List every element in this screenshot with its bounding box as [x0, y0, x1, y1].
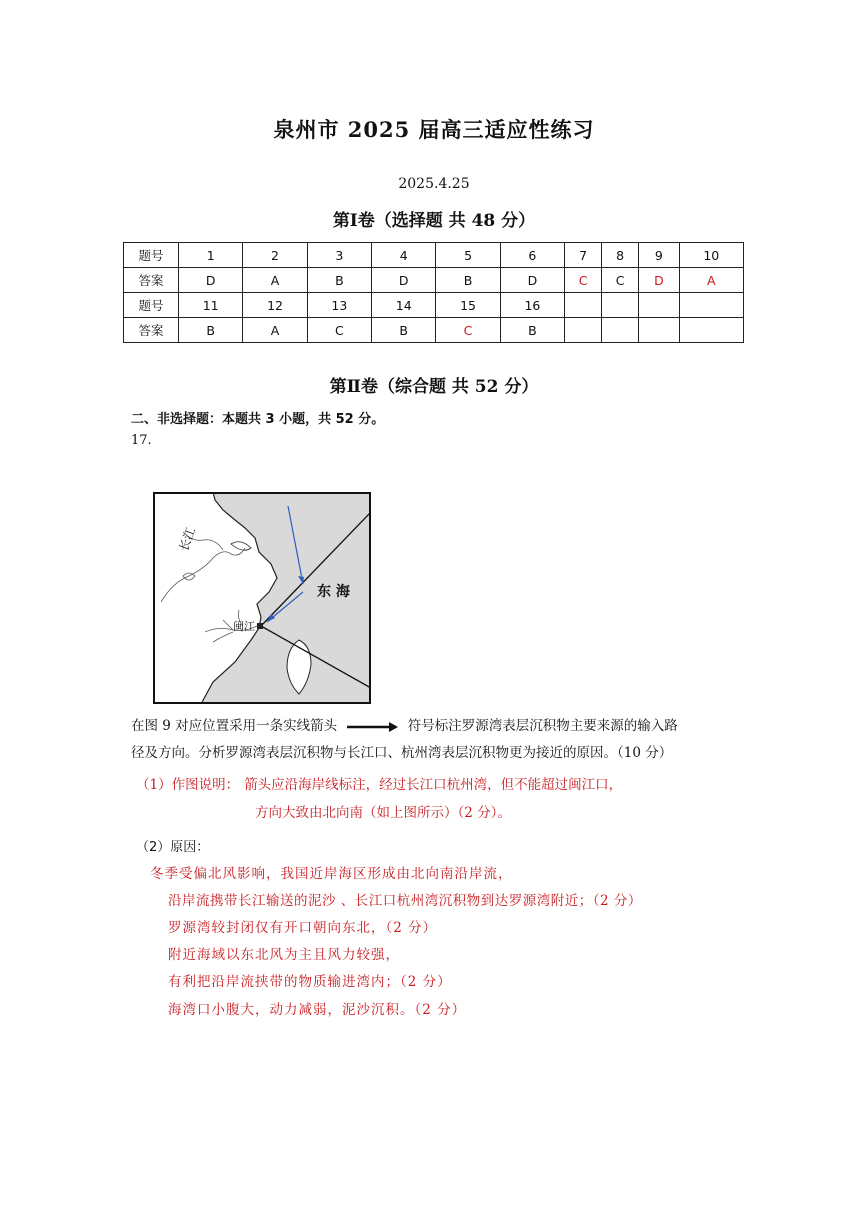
row-header: 题号: [124, 243, 179, 268]
lake: [183, 573, 195, 580]
answer-cell: B: [372, 318, 436, 343]
document-title: 泉州市 2025 届高三适应性练习: [273, 117, 595, 142]
answer-cell: D: [179, 268, 243, 293]
answer-cell: B: [436, 268, 500, 293]
answer-cell: A: [679, 268, 743, 293]
question-cell: 11: [179, 293, 243, 318]
solid-arrow-icon: [345, 721, 399, 733]
answer-cell: A: [243, 268, 307, 293]
exam-date: 2025.4.25: [398, 176, 470, 192]
table-row: [124, 243, 744, 268]
empty-cell: [679, 293, 743, 318]
question-cell: 13: [307, 293, 371, 318]
answer-cell: C: [436, 318, 500, 343]
yangtze-river: [161, 548, 245, 602]
chongming-island: [231, 542, 251, 551]
question-cell: 3: [307, 243, 371, 268]
reason-line: 有利把沿岸流挟带的物质输进湾内；（2 分）: [168, 974, 452, 990]
answer-cell: C: [307, 318, 371, 343]
question-cell: 1: [179, 243, 243, 268]
map-label-east-sea: 东 海: [317, 584, 350, 600]
map-label-yangtze: 长江: [176, 525, 199, 554]
question-cell: 8: [602, 243, 639, 268]
row-header: 答案: [124, 268, 179, 293]
answer-cell: A: [243, 318, 307, 343]
question-cell: 14: [372, 293, 436, 318]
question-cell: 6: [500, 243, 564, 268]
map-figure: [153, 492, 371, 704]
question-text-part1: 在图 9 对应位置采用一条实线箭头: [131, 718, 338, 734]
reason-line: 海湾口小腹大，动力减弱，泥沙沉积。（2 分）: [168, 1002, 467, 1018]
answer-cell: D: [500, 268, 564, 293]
answer-cell: B: [307, 268, 371, 293]
section1-title: 第Ⅰ卷（选择题 共 48 分）: [332, 211, 536, 231]
answer-cell: B: [500, 318, 564, 343]
empty-cell: [565, 318, 602, 343]
answer1-line1: 箭头应沿海岸线标注，经过长江口杭州湾，但不能超过闽江口，: [244, 777, 623, 793]
question-cell: 2: [243, 243, 307, 268]
answer1: [136, 773, 622, 793]
table-row: [124, 293, 744, 318]
answer1-line2: 方向大致由北向南（如上图所示）（2 分）。: [255, 805, 511, 821]
answer-table: [123, 242, 744, 343]
question-cell: 4: [372, 243, 436, 268]
answer2-label: （2）原因：: [136, 840, 210, 855]
answer-cell: C: [602, 268, 639, 293]
row-header: 答案: [124, 318, 179, 343]
table-row: [124, 318, 744, 343]
part2-heading: 二、非选择题：本题共 3 小题，共 52 分。: [131, 412, 385, 427]
reason-line: 罗源湾较封闭仅有开口朝向东北，（2 分）: [168, 920, 438, 936]
question-cell: 16: [500, 293, 564, 318]
question-cell: 10: [679, 243, 743, 268]
question-cell: 12: [243, 293, 307, 318]
empty-cell: [639, 293, 679, 318]
map-label-minjiang: 闽江: [233, 620, 255, 633]
answer-cell: C: [565, 268, 602, 293]
row-header: 题号: [124, 293, 179, 318]
question-line-1: [131, 714, 678, 734]
empty-cell: [602, 293, 639, 318]
empty-cell: [602, 318, 639, 343]
answer-cell: B: [179, 318, 243, 343]
reason-line: 沿岸流携带长江输送的泥沙 、长江口杭州湾沉积物到达罗源湾附近；（2 分）: [168, 893, 642, 909]
question-line-2: 径及方向。分析罗源湾表层沉积物与长江口、杭州湾表层沉积物更为接近的原因。（10 分）: [131, 745, 673, 761]
empty-cell: [679, 318, 743, 343]
answer1-label: （1）作图说明：: [136, 777, 240, 793]
section2-title: 第Ⅱ卷（综合题 共 52 分）: [329, 377, 539, 397]
reason-line: 冬季受偏北风影响，我国近岸海区形成由北向南沿岸流，: [150, 866, 513, 882]
question-cell: 15: [436, 293, 500, 318]
empty-cell: [639, 318, 679, 343]
question-cell: 5: [436, 243, 500, 268]
answer-cell: D: [639, 268, 679, 293]
answer-cell: D: [372, 268, 436, 293]
luoyuan-bay-marker: [257, 623, 263, 629]
reason-line: 附近海域以东北风为主且风力较强，: [168, 947, 400, 963]
question-cell: 7: [565, 243, 602, 268]
table-row: [124, 268, 744, 293]
question-text-part2: 符号标注罗源湾表层沉积物主要来源的输入路: [407, 718, 678, 734]
empty-cell: [565, 293, 602, 318]
question-number: 17.: [131, 433, 152, 448]
question-cell: 9: [639, 243, 679, 268]
